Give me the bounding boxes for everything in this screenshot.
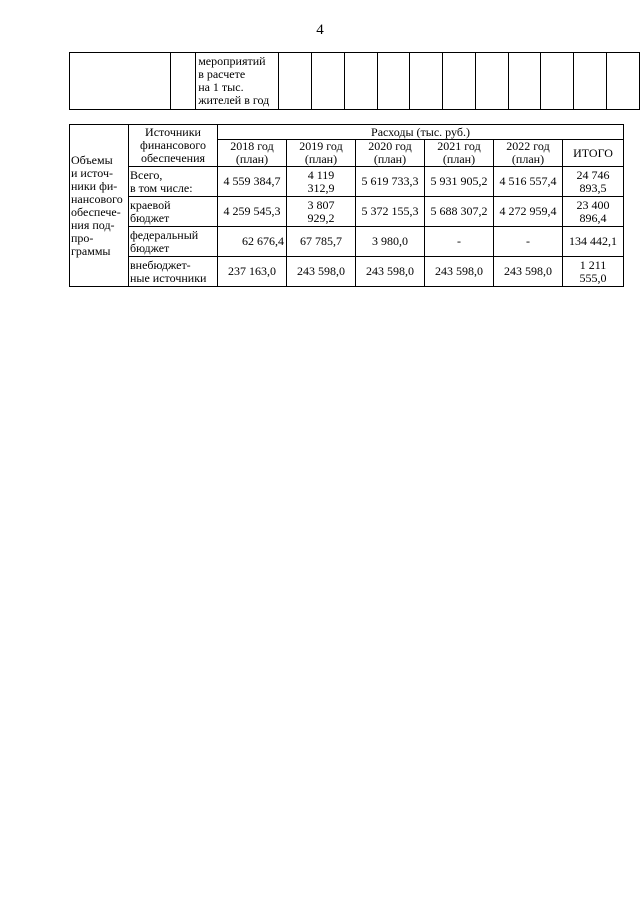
- value-cell: 4 559 384,7: [218, 167, 287, 197]
- total-header: ИТОГО: [563, 140, 624, 167]
- value-cell: 237 163,0: [218, 257, 287, 287]
- value-cell: 4 119 312,9: [287, 167, 356, 197]
- fragment-text-cell: [196, 53, 279, 110]
- total-cell: 1 211 555,0: [563, 257, 624, 287]
- label-line: и источ-: [71, 165, 113, 180]
- total-cell: 134 442,1: [563, 227, 624, 257]
- fragment-table: [69, 52, 640, 110]
- page-number: 4: [316, 22, 324, 38]
- value-cell: 67 785,7: [287, 227, 356, 257]
- label-line: Объемы: [71, 152, 113, 167]
- value-cell: 3 980,0: [356, 227, 425, 257]
- table-cell: [607, 53, 640, 110]
- table-row: [70, 197, 624, 227]
- value-cell: 243 598,0: [356, 257, 425, 287]
- value-cell: 243 598,0: [287, 257, 356, 287]
- fragment-line: жителей в год: [198, 93, 270, 107]
- value-cell: 3 807 929,2: [287, 197, 356, 227]
- table-cell: [279, 53, 312, 110]
- value-cell: 5 372 155,3: [356, 197, 425, 227]
- label-line: нансового: [71, 191, 123, 206]
- label-line: ники фи-: [71, 178, 118, 193]
- program-label: [70, 125, 129, 287]
- year-header: 2021 год (план): [425, 140, 494, 167]
- fragment-line: на 1 тыс.: [198, 80, 244, 94]
- label-line: про-: [71, 230, 94, 245]
- fragment-line: в расчете: [198, 67, 246, 81]
- table-cell: [574, 53, 607, 110]
- table-row: [70, 227, 624, 257]
- source-cell: внебюджет- ные источники: [129, 257, 218, 287]
- year-header: 2020 год (план): [356, 140, 425, 167]
- value-cell: 62 676,4: [218, 227, 287, 257]
- total-cell: 23 400 896,4: [563, 197, 624, 227]
- source-cell: краевой бюджет: [129, 197, 218, 227]
- table-row: [70, 257, 624, 287]
- funding-table: [69, 124, 624, 287]
- value-cell: 4 259 545,3: [218, 197, 287, 227]
- value-cell: 4 516 557,4: [494, 167, 563, 197]
- value-cell: 243 598,0: [425, 257, 494, 287]
- table-cell: [311, 53, 344, 110]
- table-cell: [410, 53, 443, 110]
- header-line: Источники: [145, 125, 201, 139]
- value-cell: -: [425, 227, 494, 257]
- value-cell: 4 272 959,4: [494, 197, 563, 227]
- value-cell: 243 598,0: [494, 257, 563, 287]
- header-line: финансового: [140, 138, 206, 152]
- value-cell: 5 931 905,2: [425, 167, 494, 197]
- total-cell: 24 746 893,5: [563, 167, 624, 197]
- table-cell: [171, 53, 196, 110]
- table-cell: [508, 53, 541, 110]
- table-row: [70, 167, 624, 197]
- value-cell: -: [494, 227, 563, 257]
- value-cell: 5 688 307,2: [425, 197, 494, 227]
- table-cell: [443, 53, 476, 110]
- expenses-header: Расходы (тыс. руб.): [218, 125, 624, 140]
- value-cell: 5 619 733,3: [356, 167, 425, 197]
- label-line: граммы: [71, 243, 111, 258]
- table-cell: [377, 53, 410, 110]
- label-line: ния под-: [71, 217, 115, 232]
- year-header: 2022 год (план): [494, 140, 563, 167]
- fragment-line: мероприятий: [198, 54, 266, 68]
- table-cell: [344, 53, 377, 110]
- year-header: 2018 год (план): [218, 140, 287, 167]
- table-header-row: [70, 125, 624, 140]
- source-cell: федеральный бюджет: [129, 227, 218, 257]
- source-cell: Всего, в том числе:: [129, 167, 218, 197]
- table-cell: [541, 53, 574, 110]
- year-header: 2019 год (план): [287, 140, 356, 167]
- sources-header: [129, 125, 218, 167]
- header-line: обеспечения: [140, 151, 206, 165]
- table-cell: [475, 53, 508, 110]
- label-line: обеспече-: [71, 204, 121, 219]
- table-row: [70, 53, 640, 110]
- table-cell: [70, 53, 171, 110]
